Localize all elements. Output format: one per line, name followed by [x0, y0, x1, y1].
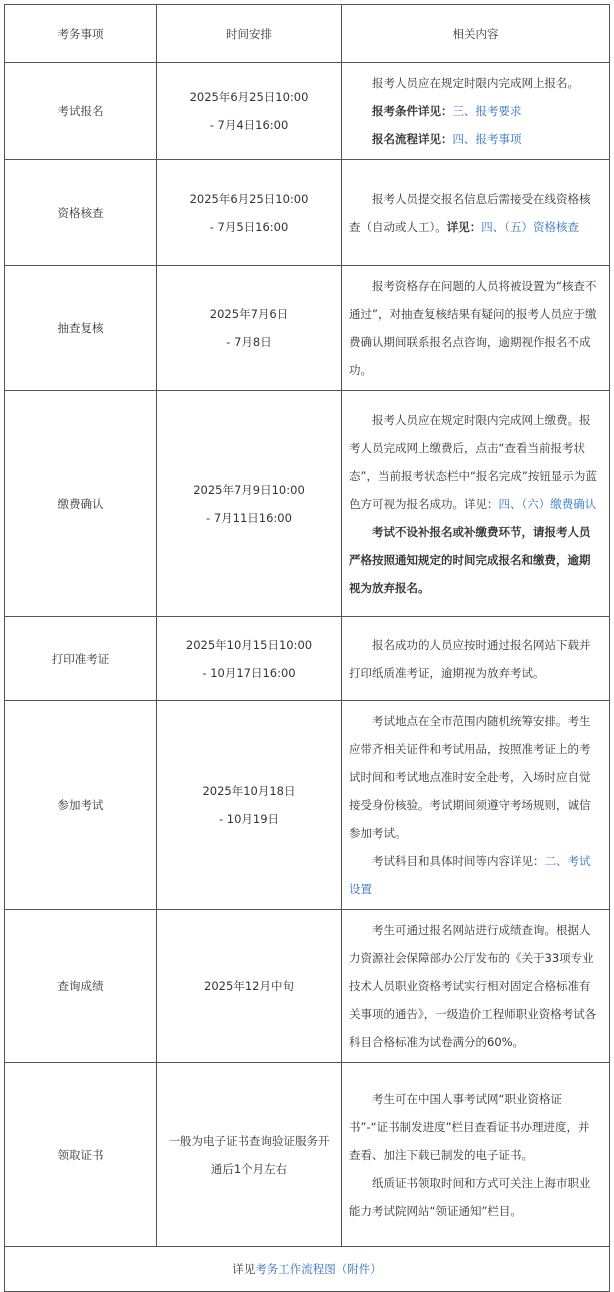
- table-row: [5, 160, 610, 266]
- time-end: - 7月8日: [226, 335, 272, 349]
- row-item: 查询成绩: [5, 910, 157, 1063]
- row-content: [342, 1063, 610, 1247]
- content-paragraph: 报考人员应在规定时限内完成网上报名。: [372, 76, 579, 90]
- row-item: 考试报名: [5, 63, 157, 160]
- time-start: 2025年12月中旬: [204, 979, 294, 993]
- row-time: [157, 617, 342, 701]
- content-paragraph: 考试不设补报名或补缴费环节，请报考人员严格按照通知规定的时间完成报名和缴费，逾期视为放弃报名。: [349, 524, 591, 595]
- content-paragraph: 考试地点在全市范围内随机统筹安排。考生应带齐相关证件和考试用品，按照准考证上的考试时间和考试地点准时安全赴考，入场时应自觉接受身份核验。考试期间须遵守考场规则，诚信参加考试。: [349, 714, 591, 840]
- content-paragraph: 报考资格存在问题的人员将被设置为“核查不通过”，对抽查复核结果有疑问的报考人员应于缴费确认期间联系报名点咨询，逾期视作报名不成功。: [349, 279, 597, 377]
- row-content: [342, 617, 610, 701]
- header-time: 时间安排: [157, 5, 342, 63]
- row-time: [157, 266, 342, 391]
- table-row: [5, 910, 610, 1063]
- table-row: [5, 701, 610, 910]
- row-content: [342, 391, 610, 617]
- row-time: [157, 160, 342, 266]
- content-paragraph: 考生可在中国人事考试网“职业资格证书”-“证书制发进度”栏目查看证书办理进度，并查看、加注下载已制发的电子证书。: [349, 1091, 590, 1162]
- detail-label: 报考条件详见：: [372, 104, 453, 118]
- time-start: 2025年6月25日10:00: [189, 191, 309, 206]
- content-paragraph: [349, 185, 601, 241]
- row-content: [342, 910, 610, 1063]
- exam-schedule-table: [4, 4, 610, 1292]
- row-item: 参加考试: [5, 701, 157, 910]
- table-row: [5, 391, 610, 617]
- time-end: - 7月4日16:00: [209, 118, 289, 132]
- content-paragraph: 考生可通过报名网站进行成绩查询。根据人力资源社会保障部办公厅发布的《关于33项专业技术人员职业资格考试实行相对固定合格标准有关事项的通告》，一级造价工程师职业资格考试各科目合格标准为试卷满分的60%。: [349, 923, 597, 1049]
- footer-prefix: 详见: [232, 1262, 256, 1276]
- row-content: [342, 266, 610, 391]
- header-content: 相关内容: [342, 5, 610, 63]
- link-exam-matters[interactable]: 四、报考事项: [452, 132, 522, 146]
- link-payment-confirm[interactable]: 四、（六）缴费确认: [498, 496, 597, 511]
- link-exam-settings[interactable]: 二、考试设置: [349, 854, 591, 896]
- row-time: [157, 910, 342, 1063]
- row-content: [342, 701, 610, 910]
- footer-row: [5, 1247, 610, 1292]
- time-start: 2025年6月25日10:00: [189, 90, 309, 104]
- content-text: 报考人员提交报名信息后需接受在线资格核查（自动或人工）。: [349, 191, 591, 234]
- content-paragraph: 纸质证书领取时间和方式可关注上海市职业能力考试院网站“领证通知”栏目。: [349, 1175, 591, 1218]
- content-paragraph: [349, 406, 601, 518]
- link-exam-requirements[interactable]: 三、报考要求: [452, 104, 522, 118]
- time-end: - 10月19日: [218, 812, 280, 826]
- row-item: 打印准考证: [5, 617, 157, 701]
- time-start: 2025年10月15日10:00: [185, 637, 313, 652]
- time-end: - 7月5日16:00: [209, 219, 289, 234]
- row-content: [342, 63, 610, 160]
- row-item: 领取证书: [5, 1063, 157, 1247]
- content-paragraph: [349, 847, 601, 903]
- row-time: [157, 701, 342, 910]
- content-paragraph: [349, 125, 601, 153]
- table-row: [5, 63, 610, 160]
- time-end: - 7月11日16:00: [206, 510, 292, 525]
- header-item: 考务事项: [5, 5, 157, 63]
- link-qualification-check[interactable]: 四、（五）资格核查: [481, 219, 579, 234]
- time-start: 一般为电子证书查询验证服务开通后1个月左右: [168, 1133, 330, 1176]
- time-start: 2025年7月9日10:00: [193, 482, 305, 497]
- content-text: 报考人员应在规定时限内完成网上缴费。报考人员完成网上缴费后，点击“查看当前报考状态”，当前报考状态栏中“报名完成”按钮显示为蓝色方可视为报名成功。详见：: [349, 412, 597, 511]
- footer-cell: [5, 1247, 610, 1292]
- time-start: 2025年7月6日: [209, 307, 289, 321]
- row-time: [157, 1063, 342, 1247]
- row-item: 抽查复核: [5, 266, 157, 391]
- table-row: [5, 1063, 610, 1247]
- table-row: [5, 617, 610, 701]
- row-time: [157, 63, 342, 160]
- detail-label: 详见：: [446, 219, 482, 234]
- time-start: 2025年10月18日: [202, 784, 296, 798]
- time-end: - 10月17日16:00: [202, 665, 296, 680]
- content-paragraph: 报名成功的人员应按时通过报名网站下载并打印纸质准考证，逾期视为放弃考试。: [349, 637, 591, 680]
- content-text: 考试科目和具体时间等内容详见：: [372, 854, 545, 868]
- row-content: [342, 160, 610, 266]
- link-workflow-chart[interactable]: 考务工作流程图（附件）: [255, 1262, 382, 1276]
- row-item: 缴费确认: [5, 391, 157, 617]
- detail-label: 报名流程详见：: [372, 132, 453, 146]
- row-item: 资格核查: [5, 160, 157, 266]
- content-paragraph: [349, 97, 601, 125]
- table-row: [5, 266, 610, 391]
- row-time: [157, 391, 342, 617]
- header-row: [5, 5, 610, 63]
